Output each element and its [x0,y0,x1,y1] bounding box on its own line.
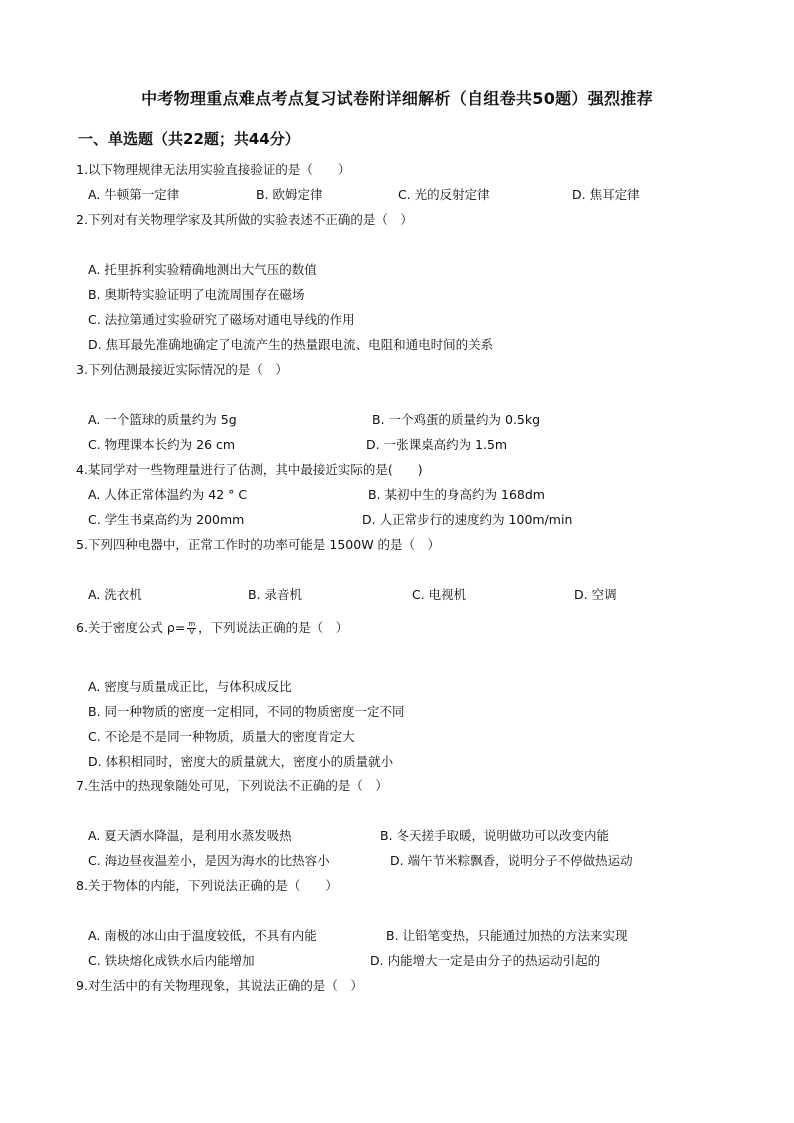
option-5a: A. 洗衣机 [88,587,142,602]
option-2a: A. 托里拆利实验精确地测出大气压的数值 [88,262,317,277]
option-7a: A. 夏天洒水降温，是利用水蒸发吸热 [88,828,292,843]
question-stem-6-suffix: ，下列说法正确的是（ ） [198,620,349,635]
option-1a: A. 牛顿第一定律 [88,187,180,202]
option-3b: B. 一个鸡蛋的质量约为 0.5kg [372,412,541,427]
fraction-denominator: V [189,628,195,636]
option-1b: B. 欧姆定律 [256,187,323,202]
option-2d: D. 焦耳最先准确地确定了电流产生的热量跟电流、电阻和通电时间的关系 [88,337,494,352]
fraction-numerator: m [188,620,196,628]
option-8b: B. 让铅笔变热，只能通过加热的方法来实现 [386,928,628,943]
section-heading: 一、单选题（共22题；共44分） [78,130,300,148]
question-stem-4: 4.某同学对一些物理量进行了估测，其中最接近实际的是( ) [76,462,423,477]
option-1c: C. 光的反射定律 [398,187,490,202]
option-6d: D. 体积相同时，密度大的质量就大，密度小的质量就小 [88,754,394,769]
option-7d: D. 端午节米粽飘香，说明分子不停做热运动 [390,853,633,868]
option-4b: B. 某初中生的身高约为 168dm [368,487,545,502]
question-stem-6-prefix: 6.关于密度公式 ρ= [76,620,186,635]
option-8c: C. 铁块熔化成铁水后内能增加 [88,953,255,968]
question-stem-8: 8.关于物体的内能，下列说法正确的是（ ） [76,878,338,893]
option-6b: B. 同一种物质的密度一定相同，不同的物质密度一定不同 [88,704,405,719]
option-7c: C. 海边昼夜温差小，是因为海水的比热容小 [88,853,330,868]
question-stem-1: 1.以下物理规律无法用实验直接验证的是（ ） [76,162,351,177]
option-3a: A. 一个篮球的质量约为 5g [88,412,237,427]
option-6c: C. 不论是不是同一种物质，质量大的密度肯定大 [88,729,355,744]
option-3c: C. 物理课本长约为 26 cm [88,437,236,452]
option-4d: D. 人正常步行的速度约为 100m/min [362,512,573,527]
question-stem-2: 2.下列对有关物理学家及其所做的实验表述不正确的是（ ） [76,212,413,227]
page-title: 中考物理重点难点考点复习试卷附详细解析（自组卷共50题）强烈推荐 [141,89,653,108]
option-4a: A. 人体正常体温约为 42 ° C [88,487,248,502]
density-fraction [187,621,196,636]
question-stem-5: 5.下列四种电器中，正常工作时的功率可能是 1500W 的是（ ） [76,537,441,552]
option-7b: B. 冬天搓手取暖，说明做功可以改变内能 [380,828,610,843]
option-2c: C. 法拉第通过实验研究了磁场对通电导线的作用 [88,312,355,327]
option-5d: D. 空调 [574,587,617,602]
option-6a: A. 密度与质量成正比，与体积成反比 [88,679,292,694]
option-8d: D. 内能增大一定是由分子的热运动引起的 [370,953,601,968]
option-5c: C. 电视机 [412,587,467,602]
question-stem-6 [76,619,348,637]
option-1d: D. 焦耳定律 [572,187,640,202]
question-stem-7: 7.生活中的热现象随处可见，下列说法不正确的是（ ） [76,778,388,793]
question-stem-9: 9.对生活中的有关物理现象，其说法正确的是（ ） [76,978,363,993]
option-4c: C. 学生书桌高约为 200mm [88,512,245,527]
option-5b: B. 录音机 [248,587,303,602]
option-3d: D. 一张课桌高约为 1.5m [366,437,508,452]
option-2b: B. 奥斯特实验证明了电流周围存在磁场 [88,287,305,302]
question-stem-3: 3.下列估测最接近实际情况的是（ ） [76,362,288,377]
option-8a: A. 南极的冰山由于温度较低，不具有内能 [88,928,317,943]
